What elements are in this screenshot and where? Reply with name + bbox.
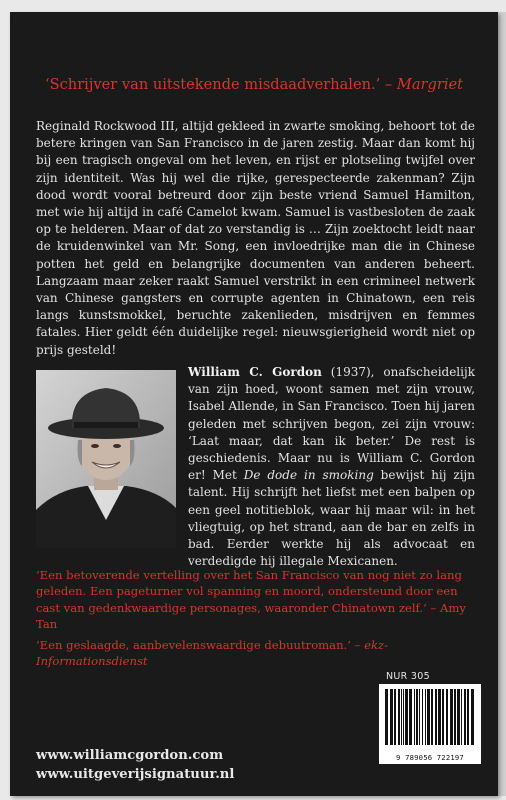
isbn-barcode	[379, 684, 481, 764]
review2-source: ekz-Informationsdienst	[36, 638, 389, 669]
barcode-digits: 9 789056 722197	[396, 753, 464, 762]
book-title: De dode in smoking	[243, 468, 374, 483]
barcode-bar	[431, 689, 433, 745]
author-bio	[188, 364, 475, 570]
author-photo	[36, 370, 176, 548]
barcode-bar	[442, 689, 444, 745]
barcode-bar	[422, 689, 423, 745]
barcode-bar	[385, 689, 388, 745]
cover-page-edge	[498, 12, 506, 796]
website-links	[36, 746, 234, 784]
barcode-bar	[467, 689, 469, 745]
barcode-bar	[425, 689, 426, 745]
barcode-bar	[414, 689, 415, 745]
barcode-bar	[461, 689, 462, 745]
top-quote-text: ‘Schrijver van uitstekende misdaadverhalen.’	[45, 76, 381, 93]
bio-text-1: (1937), onafscheidelijk van zijn hoed, woont samen met zijn vrouw, Isabel Allende, in San Francisco. Toen hij jaren geleden met schrijven begon, zei zijn vrouw: ‘Laat maar, dat kan ik beter.’ De rest is geschiedenis. Maar nu is William C. Gordon er! Met	[188, 365, 475, 483]
top-review-quote	[10, 76, 498, 93]
barcode-bar	[427, 689, 430, 745]
review-amy-tan: ‘Een betoverende vertelling over het San Francisco van nog niet zo lang geleden. Een pageturner vol spanning en moord, ondersteund door een cast van gedenkwaardige personages, waaronder Chinatown zelf.’ – Amy Tan	[36, 568, 466, 632]
barcode-bar	[454, 689, 456, 745]
top-quote-dash: –	[380, 76, 397, 93]
url-publisher[interactable]: www.uitgeverijsignatuur.nl	[36, 767, 235, 782]
barcode-bar	[471, 689, 474, 745]
barcode-bar	[438, 689, 441, 745]
author-portrait-image	[36, 370, 176, 548]
review2-dash: –	[350, 638, 365, 652]
barcode-bar	[446, 689, 448, 745]
synopsis-text: Reginald Rockwood III, altijd gekleed in zwarte smoking, behoort tot de betere kringen van San Francisco in de jaren zestig. Maar dan komt hij bij een tragisch ongeval om het leven, en rijst er plotseling twijfel over zijn identiteit. Was hij wel die rijke, gerespecteerde zakenman? Zijn dood wordt vooral betreurd door zijn beste vriend Samuel Hamilton, met wie hij altijd in café Camelot kwam. Samuel is vastbesloten de zaak op te helderen. Maar of dat zo verstandig is … Zijn zoektocht leidt naar de kruidenwinkel van Mr. Song, een invloedrijke man die in Chinese potten het geld en belangrijke documenten van anderen beheert. Langzaam maar zeker raakt Samuel verstrikt in een crimineel netwerk van Chinese gangsters en corrupte agenten in Chinatown, een reis langs kunstsmokkel, beruchte zakenlieden, misdrijven en femmes fatales. Hier geldt één duidelijke regel: nieuwsgierigheid wordt niet op prijs gesteld!	[36, 119, 475, 357]
barcode-bar	[403, 689, 404, 745]
review-ekz	[36, 637, 475, 670]
barcode-bar	[398, 689, 400, 745]
nur-code: NUR 305	[386, 671, 430, 682]
barcode-bar	[457, 689, 460, 745]
review2-text: ‘Een geslaagde, aanbevelenswaardige debuutroman.’	[36, 638, 351, 652]
url-author[interactable]: www.williamcgordon.com	[36, 748, 224, 763]
author-name: William C. Gordon	[188, 365, 322, 379]
barcode-bar	[435, 689, 437, 745]
barcode-bar	[464, 689, 466, 745]
barcode-bar	[416, 689, 418, 745]
book-back-cover	[10, 12, 498, 796]
barcode-bar	[394, 689, 396, 745]
bio-text-2: bewijst hij zijn talent. Hij schrijft het liefst met een balpen op een geel notitieblok, waar hij maar wil: in het vliegtuig, op het strand, aan de bar en zelfs in bad. Eerder werkte hij als advocaat en verdedigde hij illegale Mexicanen.	[188, 468, 476, 569]
barcode-bar	[419, 689, 420, 745]
barcode-bar	[450, 689, 453, 745]
barcode-bar	[409, 689, 412, 745]
barcode-bar	[390, 689, 393, 745]
barcode-bar	[405, 689, 408, 745]
barcode-bar	[401, 689, 402, 745]
barcode-bars	[379, 684, 481, 752]
top-quote-source: Margriet	[396, 76, 463, 93]
